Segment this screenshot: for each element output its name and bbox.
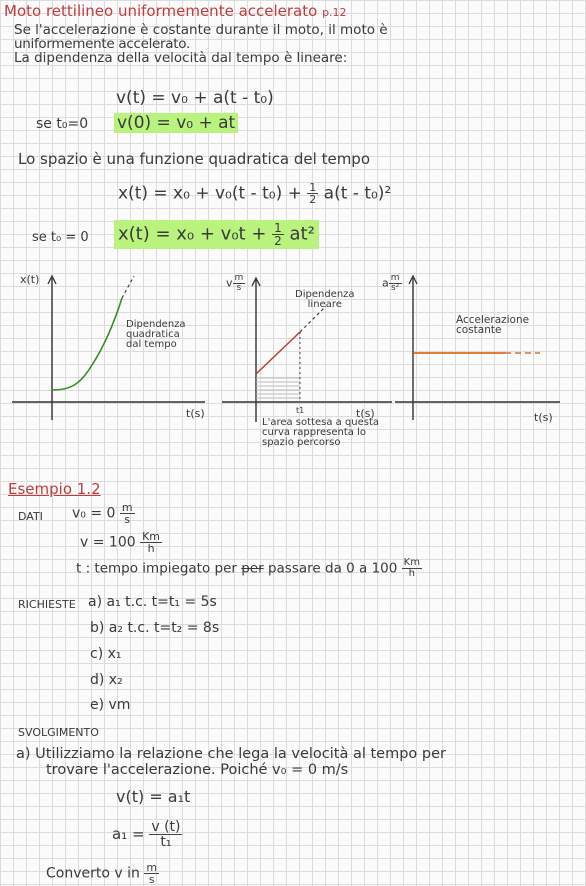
intro-line-1: Se l'accelerazione è costante durante il moto, il moto è: [14, 22, 388, 38]
request-d: d) x₂: [90, 672, 123, 688]
g2-note: Dipendenza lineare: [295, 289, 355, 310]
a1-formula: a₁ = $\frac{v (t)}{\text{t₁}}$: [112, 819, 181, 850]
solution-formula: v(t) = a₁t: [116, 787, 191, 806]
g2-area-note: L'area sottesa a questa curva rappresenta lo spazio percorso: [262, 417, 380, 448]
dati-label: DATI: [18, 510, 43, 523]
solution-line-2: trovare l'accelerazione. Poiché v₀ = 0 m/s: [46, 762, 349, 778]
data-t: t : tempo impiegato per per passare da 0 a 100 $\frac{Km}{h}$: [76, 557, 420, 579]
data-v0: v₀ = 0 $\frac{m}{s}$: [72, 501, 133, 526]
velocity-formula: v(t) = v₀ + a(t - t₀): [116, 88, 274, 108]
space-formula-simplified: x(t) = x₀ + v₀t + $\frac{1}{2}$ at²: [114, 220, 319, 249]
space-formula: x(t) = x₀ + v₀(t - t₀) + $\frac{1}{2}$ a(t - t₀)²: [118, 181, 392, 206]
g2-xlabel: t(s): [356, 407, 375, 420]
space-condition: se t₀ = 0: [32, 230, 89, 245]
graph-constant: [0, 270, 586, 430]
example-title: Esempio 1.2: [8, 480, 101, 498]
svolgimento-label: SVOLGIMENTO: [18, 726, 99, 739]
g2-tick: t1: [296, 406, 305, 415]
richieste-label: RICHIESTE: [18, 598, 76, 611]
g1-note: Dipendenza quadratica dal tempo: [126, 319, 186, 350]
solution-line-1: a) Utilizziamo la relazione che lega la velocità al tempo per: [16, 746, 446, 762]
data-v: v = 100 $\frac{Km}{h}$: [80, 530, 161, 555]
request-e: e) vm: [90, 697, 131, 713]
g2-ylabel: v $\frac{m}{s}$: [226, 273, 244, 293]
request-c: c) x₁: [90, 646, 122, 662]
velocity-formula-simplified: v(0) = v₀ + at: [114, 113, 238, 133]
velocity-condition: se t₀=0: [36, 116, 89, 132]
intro-line-2: uniformemente accelerato.: [14, 36, 190, 52]
space-sentence: Lo spazio è una funzione quadratica del tempo: [18, 150, 371, 168]
page-ref: p.12: [322, 6, 347, 19]
g1-ylabel: x(t): [20, 273, 40, 286]
g3-note: Accelerazione costante: [456, 314, 530, 336]
request-a: a) a₁ t.c. t=t₁ = 5s: [88, 594, 217, 610]
g3-xlabel: t(s): [534, 411, 553, 424]
convert-line: Converto v in $\frac{m}{s}$: [46, 861, 158, 886]
request-b: b) a₂ t.c. t=t₂ = 8s: [90, 620, 220, 636]
intro-line-3: La dipendenza della velocità dal tempo è lineare:: [14, 50, 348, 66]
g3-ylabel: a $\frac{m}{\text{s²}}$: [382, 273, 400, 293]
page-title: Moto rettilineo uniformemente accelerato p.12: [4, 2, 347, 20]
g1-xlabel: t(s): [186, 407, 205, 420]
